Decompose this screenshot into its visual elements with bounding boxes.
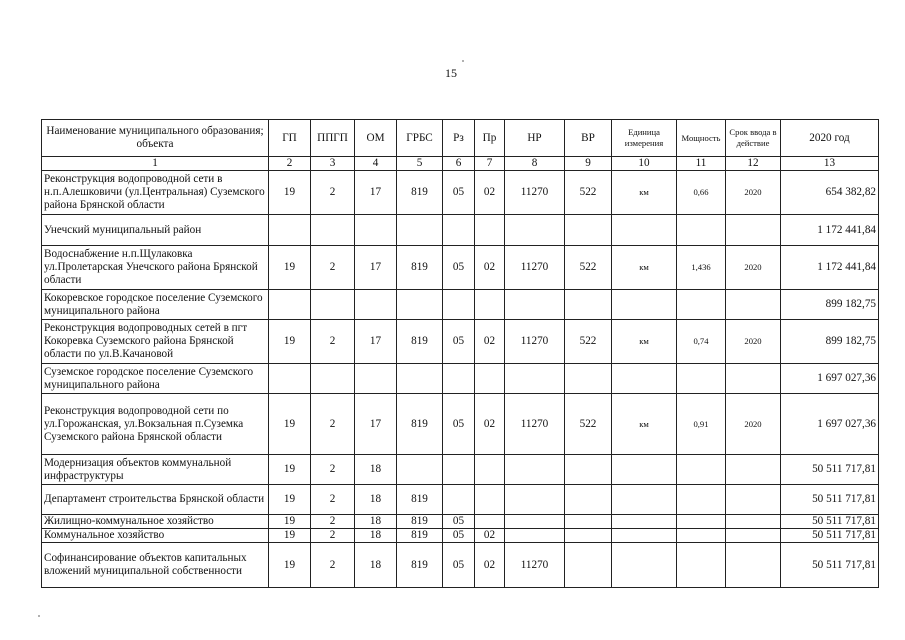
cell-term [726,215,781,246]
cell-rz: 05 [443,515,475,529]
cell-om: 17 [355,246,397,290]
cell-term [726,364,781,394]
column-number: 10 [612,157,677,171]
cell-grbs: 819 [397,394,443,455]
cell-amount: 1 697 027,36 [781,394,879,455]
cell-grbs: 819 [397,529,443,543]
cell-amount: 1 697 027,36 [781,364,879,394]
table-row [42,515,879,529]
cell-rz: 05 [443,394,475,455]
scan-speck [462,60,464,62]
column-number: 11 [677,157,726,171]
header-ppgp: ППГП [311,120,355,157]
cell-ppgp: 2 [311,171,355,215]
cell-ppgp: 2 [311,485,355,515]
cell-vr [565,215,612,246]
cell-term [726,543,781,588]
cell-amount: 654 382,82 [781,171,879,215]
header-vr: ВР [565,120,612,157]
cell-rz [443,455,475,485]
column-number: 1 [42,157,269,171]
cell-rz [443,290,475,320]
cell-om: 18 [355,485,397,515]
row-name: Реконструкция водопроводной сети по ул.Горожанская, ул.Вокзальная п.Суземка Суземского района Брянской области [42,394,269,455]
cell-amount: 50 511 717,81 [781,529,879,543]
cell-rz: 05 [443,529,475,543]
cell-ppgp [311,364,355,394]
cell-term [726,515,781,529]
row-name: Реконструкция водопроводной сети в н.п.Алешковичи (ул.Центральная) Суземского района Брянской области [42,171,269,215]
header-rz: Рз [443,120,475,157]
cell-ppgp: 2 [311,529,355,543]
header-term: Срок ввода в действие [726,120,781,157]
cell-om: 18 [355,543,397,588]
table-row [42,290,879,320]
table-row [42,215,879,246]
cell-power [677,215,726,246]
cell-rz: 05 [443,543,475,588]
cell-term: 2020 [726,394,781,455]
cell-rz: 05 [443,320,475,364]
table-row [42,485,879,515]
cell-ppgp: 2 [311,515,355,529]
cell-unit: км [612,246,677,290]
cell-om: 17 [355,171,397,215]
row-name: Департамент строительства Брянской области [42,485,269,515]
budget-table [41,119,879,588]
cell-amount: 899 182,75 [781,320,879,364]
cell-pr [475,215,505,246]
cell-grbs: 819 [397,246,443,290]
cell-unit [612,215,677,246]
cell-om [355,290,397,320]
cell-power: 1,436 [677,246,726,290]
header-power: Мощность [677,120,726,157]
header-om: ОМ [355,120,397,157]
row-name: Модернизация объектов коммунальной инфраструктуры [42,455,269,485]
cell-grbs: 819 [397,543,443,588]
scan-speck [38,615,40,617]
cell-nr: 11270 [505,171,565,215]
cell-grbs [397,290,443,320]
cell-pr [475,364,505,394]
cell-om: 17 [355,320,397,364]
cell-unit [612,364,677,394]
column-number: 12 [726,157,781,171]
cell-grbs: 819 [397,320,443,364]
cell-nr [505,215,565,246]
cell-gp: 19 [269,171,311,215]
cell-nr [505,515,565,529]
column-number: 5 [397,157,443,171]
cell-vr [565,290,612,320]
cell-rz [443,485,475,515]
cell-pr: 02 [475,394,505,455]
cell-grbs: 819 [397,515,443,529]
column-number: 2 [269,157,311,171]
cell-om: 18 [355,515,397,529]
table-row [42,320,879,364]
cell-vr: 522 [565,394,612,455]
cell-nr [505,364,565,394]
cell-om [355,364,397,394]
cell-pr [475,485,505,515]
cell-power: 0,74 [677,320,726,364]
cell-nr: 11270 [505,394,565,455]
row-name: Суземское городское поселение Суземского муниципального района [42,364,269,394]
cell-power [677,485,726,515]
cell-gp: 19 [269,543,311,588]
cell-rz [443,215,475,246]
row-name: Водоснабжение н.п.Щулаковка ул.Пролетарская Унечского района Брянской области [42,246,269,290]
cell-gp: 19 [269,529,311,543]
table-row [42,364,879,394]
column-number: 4 [355,157,397,171]
cell-ppgp [311,290,355,320]
cell-amount: 50 511 717,81 [781,543,879,588]
cell-power [677,543,726,588]
header-name: Наименование муниципального образования; объекта [42,120,269,157]
cell-gp: 19 [269,455,311,485]
cell-amount: 50 511 717,81 [781,455,879,485]
cell-om: 18 [355,455,397,485]
cell-term: 2020 [726,171,781,215]
header-gp: ГП [269,120,311,157]
cell-om [355,215,397,246]
cell-unit [612,455,677,485]
row-name: Реконструкция водопроводных сетей в пгт Кокоревка Суземского района Брянской области по ул.В.Качановой [42,320,269,364]
cell-nr [505,529,565,543]
cell-nr: 11270 [505,543,565,588]
row-name: Унечский муниципальный район [42,215,269,246]
table-row [42,543,879,588]
cell-power [677,455,726,485]
cell-unit [612,485,677,515]
cell-amount: 50 511 717,81 [781,515,879,529]
row-name: Кокоревское городское поселение Суземского муниципального района [42,290,269,320]
cell-term [726,290,781,320]
table-row [42,171,879,215]
cell-power [677,515,726,529]
table-header-row [42,120,879,157]
table-row [42,394,879,455]
cell-pr [475,290,505,320]
cell-pr: 02 [475,320,505,364]
cell-pr: 02 [475,529,505,543]
cell-unit: км [612,320,677,364]
header-year: 2020 год [781,120,879,157]
cell-vr [565,485,612,515]
row-name: Софинансирование объектов капитальных вложений муниципальной собственности [42,543,269,588]
cell-gp: 19 [269,485,311,515]
cell-gp: 19 [269,320,311,364]
cell-ppgp: 2 [311,455,355,485]
row-name: Жилищно-коммунальное хозяйство [42,515,269,529]
row-name: Коммунальное хозяйство [42,529,269,543]
cell-ppgp: 2 [311,246,355,290]
column-number: 7 [475,157,505,171]
cell-power [677,290,726,320]
cell-unit [612,290,677,320]
cell-nr [505,290,565,320]
column-number: 3 [311,157,355,171]
cell-power: 0,66 [677,171,726,215]
cell-term [726,455,781,485]
cell-nr: 11270 [505,320,565,364]
cell-unit [612,529,677,543]
cell-om: 17 [355,394,397,455]
cell-gp [269,215,311,246]
page-number: 15 [445,66,457,80]
cell-unit: км [612,394,677,455]
cell-grbs [397,364,443,394]
cell-unit: км [612,171,677,215]
column-number-row [42,157,879,171]
cell-pr: 02 [475,246,505,290]
column-number: 9 [565,157,612,171]
cell-term [726,529,781,543]
table-row [42,455,879,485]
cell-pr: 02 [475,543,505,588]
cell-gp: 19 [269,515,311,529]
cell-vr [565,543,612,588]
cell-amount: 50 511 717,81 [781,485,879,515]
cell-rz [443,364,475,394]
table-row [42,529,879,543]
header-nr: НР [505,120,565,157]
cell-power [677,529,726,543]
cell-ppgp: 2 [311,394,355,455]
cell-gp: 19 [269,246,311,290]
column-number: 8 [505,157,565,171]
cell-unit [612,543,677,588]
cell-nr [505,455,565,485]
cell-power: 0,91 [677,394,726,455]
cell-vr [565,515,612,529]
cell-om: 18 [355,529,397,543]
table-body [42,171,879,588]
cell-ppgp: 2 [311,543,355,588]
cell-amount: 1 172 441,84 [781,215,879,246]
cell-rz: 05 [443,246,475,290]
cell-grbs [397,215,443,246]
cell-vr: 522 [565,246,612,290]
cell-rz: 05 [443,171,475,215]
cell-amount: 899 182,75 [781,290,879,320]
cell-gp [269,290,311,320]
cell-term [726,485,781,515]
cell-nr [505,485,565,515]
cell-amount: 1 172 441,84 [781,246,879,290]
cell-power [677,364,726,394]
cell-vr: 522 [565,320,612,364]
cell-vr [565,455,612,485]
cell-ppgp: 2 [311,320,355,364]
header-pr: Пр [475,120,505,157]
cell-term: 2020 [726,320,781,364]
cell-gp: 19 [269,394,311,455]
header-unit: Единица измерения [612,120,677,157]
column-number: 6 [443,157,475,171]
cell-ppgp [311,215,355,246]
column-number: 13 [781,157,879,171]
cell-grbs: 819 [397,171,443,215]
cell-pr [475,455,505,485]
cell-vr [565,529,612,543]
cell-pr [475,515,505,529]
cell-vr [565,364,612,394]
cell-grbs [397,455,443,485]
header-grbs: ГРБС [397,120,443,157]
cell-term: 2020 [726,246,781,290]
cell-grbs: 819 [397,485,443,515]
cell-nr: 11270 [505,246,565,290]
cell-gp [269,364,311,394]
table-row [42,246,879,290]
cell-unit [612,515,677,529]
cell-vr: 522 [565,171,612,215]
cell-pr: 02 [475,171,505,215]
